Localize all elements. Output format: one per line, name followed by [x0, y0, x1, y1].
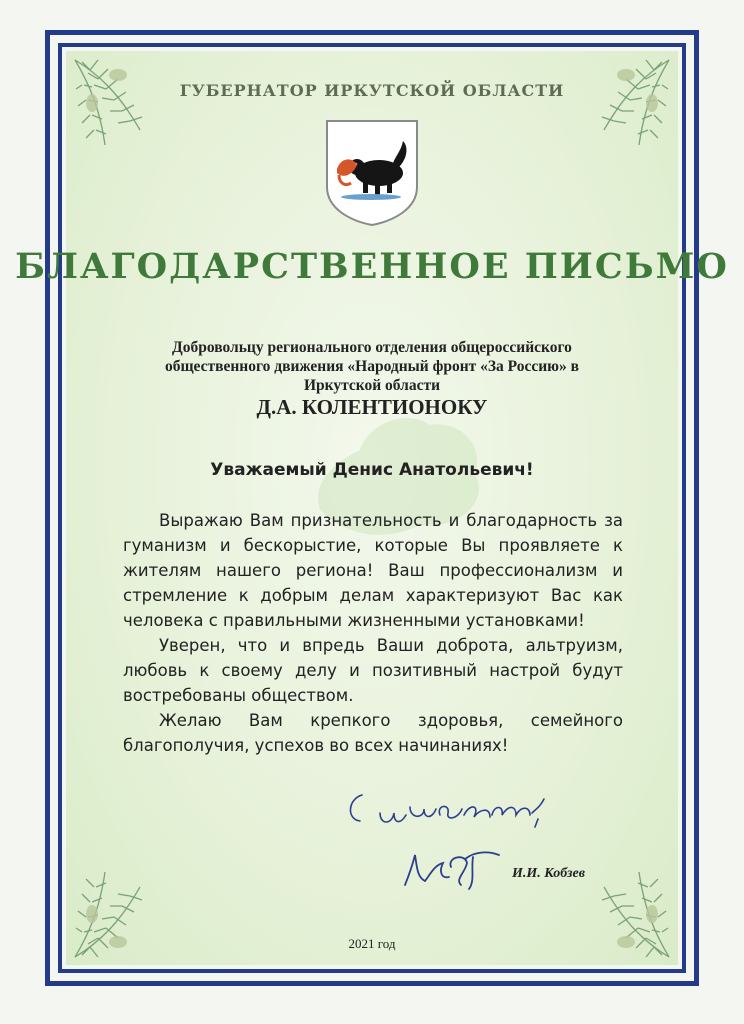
body-paragraph: Уверен, что и впредь Ваши доброта, альтруизм, любовь к своему делу и позитивный настрой будут востребованы обществом. — [123, 636, 623, 705]
pine-branch-ornament-icon — [564, 55, 674, 165]
handwritten-regards — [340, 785, 560, 845]
recipient-line: Добровольцу регионального отделения общероссийского — [172, 339, 572, 356]
signer-name: И.И. Кобзев — [512, 866, 585, 881]
governor-heading: ГУБЕРНАТОР ИРКУТСКОЙ ОБЛАСТИ — [179, 81, 565, 100]
recipient-name: Д.А. КОЛЕНТИОНОКУ — [256, 395, 488, 419]
recipient-line: общественного движения «Народный фронт «За Россию» в — [164, 358, 580, 375]
document-title: БЛАГОДАРСТВЕННОЕ ПИСЬМО — [15, 246, 729, 287]
signature-mark — [395, 845, 505, 895]
body-paragraph: Выражаю Вам признательность и благодарность за гуманизм и бескорыстие, которые Вы проявляете к жителям нашего региона! Ваш профессионализм и стремление к добрым делам характеризуют Вас как человека с правильными жизненными установками! — [123, 511, 623, 630]
document-year: 2021 год — [348, 936, 396, 951]
irkutsk-coat-of-arms-icon — [323, 117, 421, 227]
greeting: Уважаемый Денис Анатольевич! — [210, 460, 534, 480]
pine-branch-ornament-icon — [70, 55, 180, 165]
body-paragraph: Желаю Вам крепкого здоровья, семейного благополучия, успехов во всех начинаниях! — [123, 711, 623, 755]
recipient-description — [120, 338, 624, 395]
letter-body — [123, 508, 623, 758]
recipient-line: Иркутской области — [303, 377, 441, 394]
